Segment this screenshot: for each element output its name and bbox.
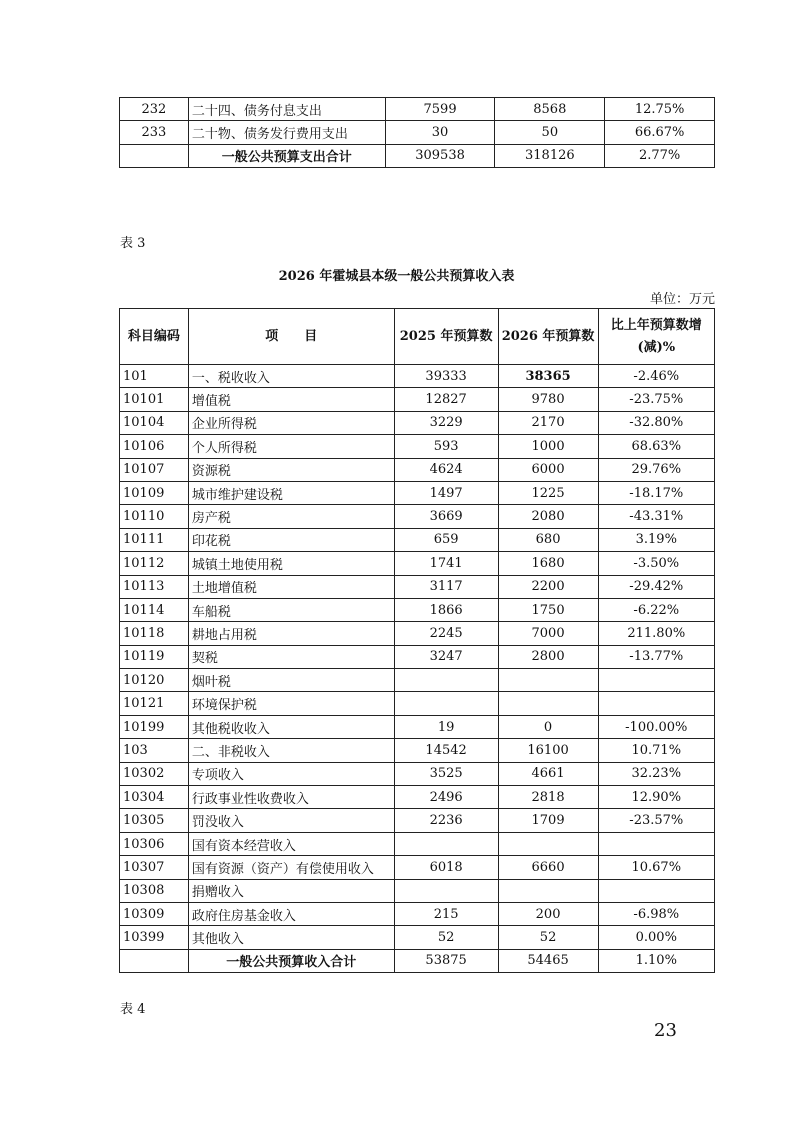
item-cell: 企业所得税: [188, 411, 394, 434]
budget-2026-cell: 16100: [498, 739, 598, 762]
change-cell: 29.76%: [598, 458, 714, 481]
code-cell: 233: [120, 121, 189, 144]
item-cell: 耕地占用税: [188, 622, 394, 645]
table-row: [120, 692, 715, 715]
change-cell: [598, 879, 714, 902]
code-cell: 10114: [120, 598, 189, 621]
change-cell: -6.22%: [598, 598, 714, 621]
table-title: 2026 年霍城县本级一般公共预算收入表: [278, 269, 515, 284]
budget-2025-cell: 30: [385, 121, 495, 144]
table-row: [120, 552, 715, 575]
budget-2025-cell: 39333: [394, 365, 498, 388]
total-row: [120, 144, 715, 167]
header-code: 科目编码: [120, 309, 189, 365]
table-row: [120, 622, 715, 645]
budget-2025-cell: 1741: [394, 552, 498, 575]
change-cell: -2.46%: [598, 365, 714, 388]
budget-2025-cell: 1866: [394, 598, 498, 621]
budget-2026-cell: 8568: [495, 98, 605, 121]
total-2026: 318126: [495, 144, 605, 167]
header-item: 项 目: [188, 309, 394, 365]
table-row: [120, 505, 715, 528]
budget-2025-cell: 1497: [394, 481, 498, 504]
code-cell: 10107: [120, 458, 189, 481]
change-cell: [598, 692, 714, 715]
item-cell: 捐赠收入: [188, 879, 394, 902]
budget-2026-cell: 2800: [498, 645, 598, 668]
total-change: 1.10%: [598, 949, 714, 972]
budget-2026-cell: [498, 832, 598, 855]
budget-2026-cell: 0: [498, 715, 598, 738]
code-cell: 10199: [120, 715, 189, 738]
budget-2025-cell: 14542: [394, 739, 498, 762]
change-cell: 32.23%: [598, 762, 714, 785]
code-cell: 10104: [120, 411, 189, 434]
item-cell: 资源税: [188, 458, 394, 481]
change-cell: [598, 669, 714, 692]
budget-2025-cell: 2236: [394, 809, 498, 832]
table-row: [120, 411, 715, 434]
item-cell: 国有资源（资产）有偿使用收入: [188, 856, 394, 879]
budget-2026-cell: 2200: [498, 575, 598, 598]
table-row: [120, 739, 715, 762]
total-label: 一般公共预算支出合计: [188, 144, 385, 167]
item-cell: 个人所得税: [188, 435, 394, 458]
code-cell: 10118: [120, 622, 189, 645]
item-cell: 国有资本经营收入: [188, 832, 394, 855]
change-cell: 211.80%: [598, 622, 714, 645]
item-cell: 行政事业性收费收入: [188, 786, 394, 809]
change-cell: -3.50%: [598, 552, 714, 575]
budget-2026-cell: [498, 692, 598, 715]
budget-2025-cell: 593: [394, 435, 498, 458]
budget-2025-cell: 7599: [385, 98, 495, 121]
budget-2026-cell: 1680: [498, 552, 598, 575]
budget-2026-cell: 1709: [498, 809, 598, 832]
budget-2026-cell: [498, 669, 598, 692]
header-2025: 2025 年预算数: [394, 309, 498, 365]
table-row: [120, 481, 715, 504]
budget-2026-cell: 6660: [498, 856, 598, 879]
change-cell: -13.77%: [598, 645, 714, 668]
budget-2025-cell: 3229: [394, 411, 498, 434]
code-cell: 103: [120, 739, 189, 762]
budget-2025-cell: 659: [394, 528, 498, 551]
table-row: [120, 669, 715, 692]
budget-2025-cell: [394, 832, 498, 855]
table-row: [120, 856, 715, 879]
budget-2025-cell: 3117: [394, 575, 498, 598]
item-cell: 二十物、债务发行费用支出: [188, 121, 385, 144]
header-row: [120, 309, 715, 365]
header-change: 比上年预算数增(减)%: [598, 309, 714, 365]
table-row: [120, 458, 715, 481]
budget-2025-cell: [394, 879, 498, 902]
code-cell: 10308: [120, 879, 189, 902]
budget-2026-cell: 2080: [498, 505, 598, 528]
code-cell: 10113: [120, 575, 189, 598]
table-row: [120, 388, 715, 411]
budget-2026-cell: 4661: [498, 762, 598, 785]
budget-2026-cell: [498, 879, 598, 902]
budget-2026-cell: 52: [498, 926, 598, 949]
table-row: [120, 575, 715, 598]
item-cell: 烟叶税: [188, 669, 394, 692]
code-cell: 10101: [120, 388, 189, 411]
table-row: [120, 762, 715, 785]
table-row: [120, 528, 715, 551]
item-cell: 增值税: [188, 388, 394, 411]
table-row: [120, 902, 715, 925]
table-row: [120, 715, 715, 738]
budget-2026-cell: 50: [495, 121, 605, 144]
code-cell: 10304: [120, 786, 189, 809]
change-cell: 12.90%: [598, 786, 714, 809]
budget-2026-cell: 2818: [498, 786, 598, 809]
budget-2025-cell: 12827: [394, 388, 498, 411]
total-change: 2.77%: [605, 144, 715, 167]
budget-2025-cell: 2496: [394, 786, 498, 809]
budget-2026-cell: 1750: [498, 598, 598, 621]
code-cell: 10399: [120, 926, 189, 949]
change-cell: -32.80%: [598, 411, 714, 434]
item-cell: 其他税收收入: [188, 715, 394, 738]
code-cell: 10121: [120, 692, 189, 715]
total-row: [120, 949, 715, 972]
change-cell: [598, 832, 714, 855]
budget-2025-cell: [394, 692, 498, 715]
total-2026: 54465: [498, 949, 598, 972]
item-cell: 环境保护税: [188, 692, 394, 715]
code-cell: 10306: [120, 832, 189, 855]
budget-2026-cell: 7000: [498, 622, 598, 645]
code-cell: 10112: [120, 552, 189, 575]
table-row: [120, 598, 715, 621]
budget-2026-cell: 680: [498, 528, 598, 551]
budget-2025-cell: 3247: [394, 645, 498, 668]
budget-2025-cell: 2245: [394, 622, 498, 645]
change-cell: -43.31%: [598, 505, 714, 528]
item-cell: 二十四、债务付息支出: [188, 98, 385, 121]
budget-2025-cell: [394, 669, 498, 692]
code-cell: 10109: [120, 481, 189, 504]
table-row: [120, 645, 715, 668]
code-cell: [120, 144, 189, 167]
code-cell: 10305: [120, 809, 189, 832]
budget-2026-cell: 1000: [498, 435, 598, 458]
budget-2025-cell: 52: [394, 926, 498, 949]
page-number: 23: [654, 1020, 677, 1041]
budget-2026-cell: 6000: [498, 458, 598, 481]
code-cell: 10110: [120, 505, 189, 528]
item-cell: 其他收入: [188, 926, 394, 949]
change-cell: 10.67%: [598, 856, 714, 879]
budget-2025-cell: 6018: [394, 856, 498, 879]
expenditure-table-tail: [119, 97, 715, 168]
code-cell: 10307: [120, 856, 189, 879]
change-cell: 0.00%: [598, 926, 714, 949]
item-cell: 印花税: [188, 528, 394, 551]
budget-2025-cell: 3525: [394, 762, 498, 785]
unit-label: 单位：万元: [649, 292, 715, 307]
code-cell: 10106: [120, 435, 189, 458]
total-2025: 53875: [394, 949, 498, 972]
budget-2026-cell: 200: [498, 902, 598, 925]
item-cell: 车船税: [188, 598, 394, 621]
table-row: [120, 809, 715, 832]
budget-2025-cell: 3669: [394, 505, 498, 528]
change-cell: -100.00%: [598, 715, 714, 738]
item-cell: 房产税: [188, 505, 394, 528]
table-row: [120, 121, 715, 144]
item-cell: 土地增值税: [188, 575, 394, 598]
code-cell: 232: [120, 98, 189, 121]
table-row: [120, 786, 715, 809]
total-2025: 309538: [385, 144, 495, 167]
change-cell: -6.98%: [598, 902, 714, 925]
budget-2026-cell: 38365: [498, 365, 598, 388]
table-row: [120, 832, 715, 855]
code-cell: 10120: [120, 669, 189, 692]
table-row: [120, 435, 715, 458]
code-cell: 10309: [120, 902, 189, 925]
code-cell: 10119: [120, 645, 189, 668]
item-cell: 一、税收收入: [188, 365, 394, 388]
budget-2025-cell: 4624: [394, 458, 498, 481]
budget-2026-cell: 9780: [498, 388, 598, 411]
code-cell: 10302: [120, 762, 189, 785]
table4-label: 表 4: [120, 1002, 146, 1017]
change-cell: 68.63%: [598, 435, 714, 458]
table-row: [120, 879, 715, 902]
item-cell: 专项收入: [188, 762, 394, 785]
header-2026: 2026 年预算数: [498, 309, 598, 365]
budget-2025-cell: 19: [394, 715, 498, 738]
item-cell: 政府住房基金收入: [188, 902, 394, 925]
budget-2026-cell: 1225: [498, 481, 598, 504]
budget-2025-cell: 215: [394, 902, 498, 925]
change-cell: -18.17%: [598, 481, 714, 504]
table3-label: 表 3: [120, 236, 146, 251]
change-cell: -29.42%: [598, 575, 714, 598]
change-cell: 3.19%: [598, 528, 714, 551]
change-cell: -23.57%: [598, 809, 714, 832]
budget-2026-cell: 2170: [498, 411, 598, 434]
change-cell: 66.67%: [605, 121, 715, 144]
item-cell: 契税: [188, 645, 394, 668]
code-cell: [120, 949, 189, 972]
item-cell: 城镇土地使用税: [188, 552, 394, 575]
item-cell: 二、非税收入: [188, 739, 394, 762]
code-cell: 101: [120, 365, 189, 388]
item-cell: 城市维护建设税: [188, 481, 394, 504]
table-row: [120, 926, 715, 949]
change-cell: 12.75%: [605, 98, 715, 121]
change-cell: 10.71%: [598, 739, 714, 762]
item-cell: 罚没收入: [188, 809, 394, 832]
total-label: 一般公共预算收入合计: [188, 949, 394, 972]
revenue-table: [119, 308, 715, 973]
table-row: [120, 98, 715, 121]
table-row: [120, 365, 715, 388]
change-cell: -23.75%: [598, 388, 714, 411]
code-cell: 10111: [120, 528, 189, 551]
